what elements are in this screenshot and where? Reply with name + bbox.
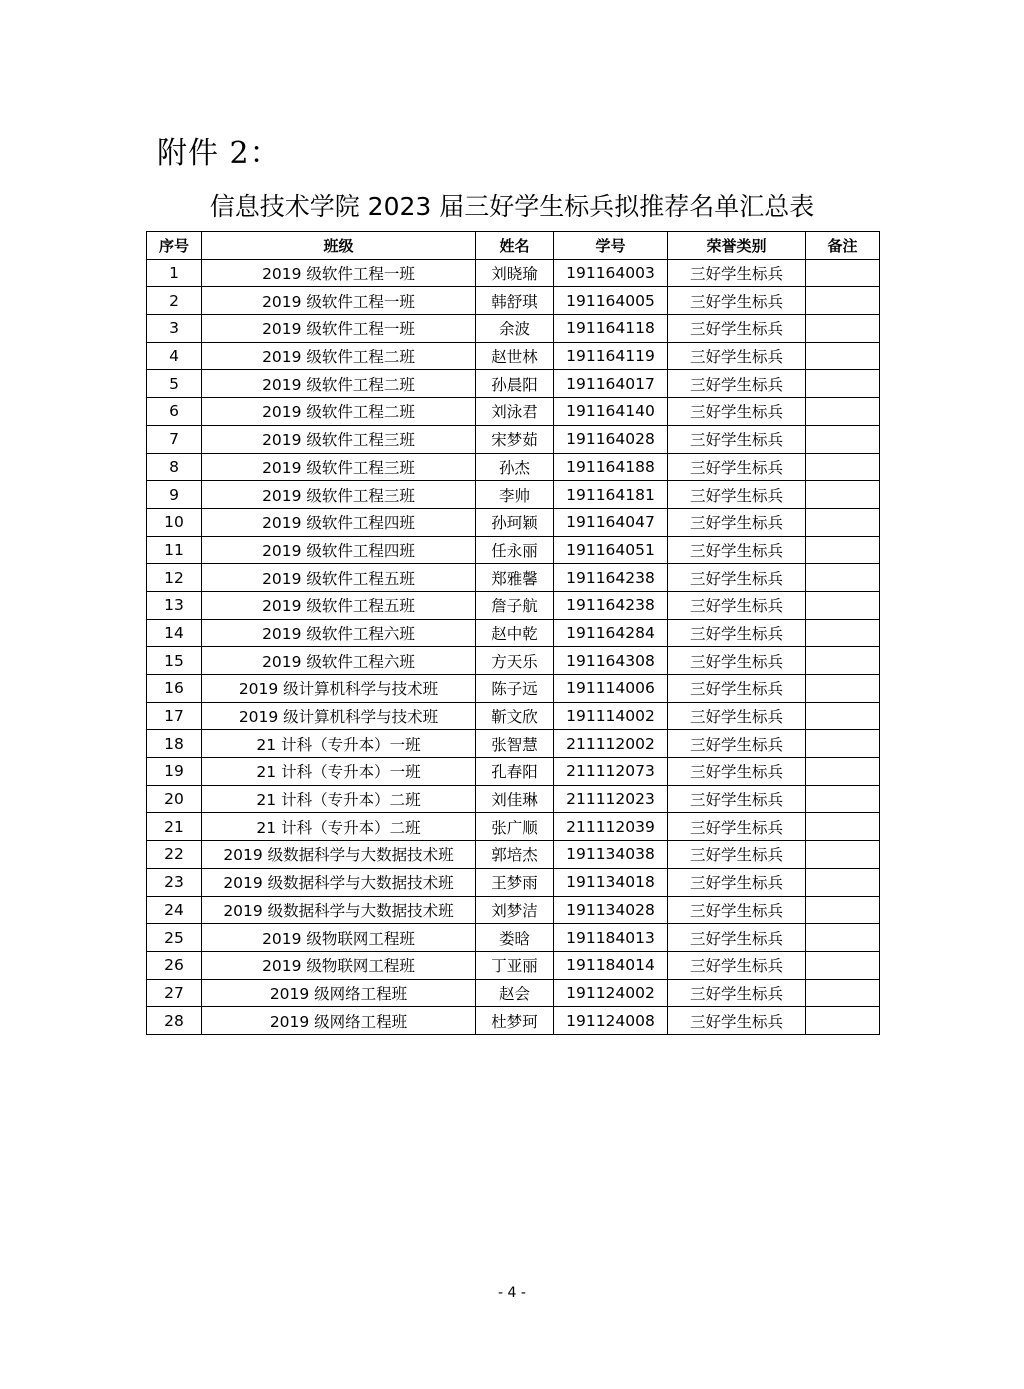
cell-class: 2019 级计算机科学与技术班 <box>202 702 476 730</box>
cell-index: 3 <box>147 315 202 343</box>
table-row <box>147 675 880 703</box>
cell-honor-type: 三好学生标兵 <box>668 425 806 453</box>
cell-student-id: 191164188 <box>554 453 668 481</box>
cell-name: 王梦雨 <box>476 868 554 896</box>
cell-class: 2019 级数据科学与大数据技术班 <box>202 868 476 896</box>
cell-remarks <box>806 675 880 703</box>
cell-class: 2019 级数据科学与大数据技术班 <box>202 896 476 924</box>
table-row <box>147 398 880 426</box>
cell-index: 18 <box>147 730 202 758</box>
cell-remarks <box>806 951 880 979</box>
cell-student-id: 191164238 <box>554 564 668 592</box>
table-body <box>147 259 880 1034</box>
table-row <box>147 259 880 287</box>
cell-honor-type: 三好学生标兵 <box>668 924 806 952</box>
cell-class: 2019 级软件工程三班 <box>202 453 476 481</box>
cell-name: 张广顺 <box>476 813 554 841</box>
table-row <box>147 425 880 453</box>
cell-name: 赵世林 <box>476 342 554 370</box>
cell-name: 任永丽 <box>476 536 554 564</box>
cell-honor-type: 三好学生标兵 <box>668 896 806 924</box>
cell-student-id: 191114002 <box>554 702 668 730</box>
cell-remarks <box>806 785 880 813</box>
cell-name: 张智慧 <box>476 730 554 758</box>
cell-class: 2019 级软件工程三班 <box>202 425 476 453</box>
cell-index: 27 <box>147 979 202 1007</box>
table-row <box>147 979 880 1007</box>
cell-class: 21 计科（专升本）一班 <box>202 758 476 786</box>
cell-class: 2019 级软件工程二班 <box>202 398 476 426</box>
cell-student-id: 211112073 <box>554 758 668 786</box>
cell-class: 2019 级软件工程六班 <box>202 619 476 647</box>
cell-name: 刘泳君 <box>476 398 554 426</box>
cell-index: 19 <box>147 758 202 786</box>
cell-student-id: 191164118 <box>554 315 668 343</box>
cell-name: 方天乐 <box>476 647 554 675</box>
cell-class: 2019 级软件工程五班 <box>202 564 476 592</box>
cell-name: 刘晓瑜 <box>476 259 554 287</box>
cell-student-id: 191124002 <box>554 979 668 1007</box>
cell-index: 4 <box>147 342 202 370</box>
cell-name: 郑雅馨 <box>476 564 554 592</box>
table-row <box>147 924 880 952</box>
cell-name: 李帅 <box>476 481 554 509</box>
cell-name: 孙杰 <box>476 453 554 481</box>
cell-honor-type: 三好学生标兵 <box>668 370 806 398</box>
cell-remarks <box>806 315 880 343</box>
header-name: 姓名 <box>476 232 554 260</box>
cell-class: 2019 级软件工程二班 <box>202 370 476 398</box>
cell-name: 杜梦珂 <box>476 1007 554 1035</box>
cell-index: 26 <box>147 951 202 979</box>
cell-name: 余波 <box>476 315 554 343</box>
table-row <box>147 841 880 869</box>
table-row <box>147 619 880 647</box>
cell-remarks <box>806 619 880 647</box>
table-row <box>147 868 880 896</box>
cell-index: 17 <box>147 702 202 730</box>
cell-index: 15 <box>147 647 202 675</box>
cell-remarks <box>806 979 880 1007</box>
cell-student-id: 191164047 <box>554 508 668 536</box>
table-row <box>147 536 880 564</box>
cell-remarks <box>806 1007 880 1035</box>
cell-student-id: 191164181 <box>554 481 668 509</box>
cell-class: 21 计科（专升本）一班 <box>202 730 476 758</box>
page-number: - 4 - <box>498 1285 526 1301</box>
cell-remarks <box>806 813 880 841</box>
cell-honor-type: 三好学生标兵 <box>668 315 806 343</box>
cell-name: 孙晨阳 <box>476 370 554 398</box>
table-row <box>147 1007 880 1035</box>
cell-index: 5 <box>147 370 202 398</box>
table-row <box>147 785 880 813</box>
cell-class: 21 计科（专升本）二班 <box>202 785 476 813</box>
cell-index: 23 <box>147 868 202 896</box>
header-remarks: 备注 <box>806 232 880 260</box>
cell-index: 22 <box>147 841 202 869</box>
cell-remarks <box>806 591 880 619</box>
cell-remarks <box>806 481 880 509</box>
cell-honor-type: 三好学生标兵 <box>668 481 806 509</box>
cell-honor-type: 三好学生标兵 <box>668 647 806 675</box>
cell-remarks <box>806 647 880 675</box>
cell-student-id: 211112002 <box>554 730 668 758</box>
cell-remarks <box>806 287 880 315</box>
cell-index: 16 <box>147 675 202 703</box>
cell-remarks <box>806 730 880 758</box>
cell-remarks <box>806 841 880 869</box>
recommendation-table <box>146 231 880 1035</box>
table-row <box>147 813 880 841</box>
cell-honor-type: 三好学生标兵 <box>668 398 806 426</box>
cell-honor-type: 三好学生标兵 <box>668 508 806 536</box>
cell-remarks <box>806 259 880 287</box>
cell-index: 2 <box>147 287 202 315</box>
cell-name: 陈子远 <box>476 675 554 703</box>
cell-honor-type: 三好学生标兵 <box>668 453 806 481</box>
cell-index: 21 <box>147 813 202 841</box>
cell-class: 2019 级软件工程二班 <box>202 342 476 370</box>
cell-class: 2019 级软件工程一班 <box>202 287 476 315</box>
table-row <box>147 647 880 675</box>
cell-class: 21 计科（专升本）二班 <box>202 813 476 841</box>
cell-remarks <box>806 425 880 453</box>
cell-remarks <box>806 536 880 564</box>
cell-class: 2019 级物联网工程班 <box>202 924 476 952</box>
cell-class: 2019 级软件工程一班 <box>202 315 476 343</box>
cell-remarks <box>806 924 880 952</box>
cell-student-id: 191134018 <box>554 868 668 896</box>
cell-honor-type: 三好学生标兵 <box>668 564 806 592</box>
cell-student-id: 191164119 <box>554 342 668 370</box>
cell-remarks <box>806 564 880 592</box>
cell-index: 13 <box>147 591 202 619</box>
cell-student-id: 191164005 <box>554 287 668 315</box>
cell-honor-type: 三好学生标兵 <box>668 675 806 703</box>
cell-honor-type: 三好学生标兵 <box>668 536 806 564</box>
cell-index: 12 <box>147 564 202 592</box>
cell-honor-type: 三好学生标兵 <box>668 702 806 730</box>
cell-honor-type: 三好学生标兵 <box>668 1007 806 1035</box>
cell-class: 2019 级软件工程三班 <box>202 481 476 509</box>
table-row <box>147 730 880 758</box>
table-header-row <box>147 232 880 260</box>
cell-honor-type: 三好学生标兵 <box>668 342 806 370</box>
cell-class: 2019 级软件工程一班 <box>202 259 476 287</box>
header-honor-type: 荣誉类别 <box>668 232 806 260</box>
cell-index: 24 <box>147 896 202 924</box>
table-row <box>147 481 880 509</box>
cell-index: 14 <box>147 619 202 647</box>
cell-name: 宋梦茹 <box>476 425 554 453</box>
cell-remarks <box>806 758 880 786</box>
cell-name: 孙珂颖 <box>476 508 554 536</box>
cell-name: 刘梦洁 <box>476 896 554 924</box>
cell-honor-type: 三好学生标兵 <box>668 730 806 758</box>
cell-index: 9 <box>147 481 202 509</box>
cell-student-id: 191164308 <box>554 647 668 675</box>
cell-index: 8 <box>147 453 202 481</box>
cell-name: 丁亚丽 <box>476 951 554 979</box>
cell-name: 刘佳琳 <box>476 785 554 813</box>
cell-honor-type: 三好学生标兵 <box>668 841 806 869</box>
cell-name: 韩舒琪 <box>476 287 554 315</box>
cell-index: 7 <box>147 425 202 453</box>
cell-remarks <box>806 896 880 924</box>
table-row <box>147 342 880 370</box>
cell-honor-type: 三好学生标兵 <box>668 785 806 813</box>
cell-name: 娄晗 <box>476 924 554 952</box>
cell-honor-type: 三好学生标兵 <box>668 979 806 1007</box>
attachment-label: 附件 2： <box>157 136 281 171</box>
cell-remarks <box>806 370 880 398</box>
table-row <box>147 287 880 315</box>
cell-remarks <box>806 868 880 896</box>
table-row <box>147 564 880 592</box>
cell-class: 2019 级软件工程四班 <box>202 508 476 536</box>
cell-honor-type: 三好学生标兵 <box>668 287 806 315</box>
cell-index: 20 <box>147 785 202 813</box>
cell-student-id: 191124008 <box>554 1007 668 1035</box>
table-row <box>147 508 880 536</box>
cell-index: 1 <box>147 259 202 287</box>
cell-student-id: 211112039 <box>554 813 668 841</box>
cell-student-id: 191184013 <box>554 924 668 952</box>
cell-student-id: 191134038 <box>554 841 668 869</box>
cell-student-id: 191164238 <box>554 591 668 619</box>
cell-student-id: 191184014 <box>554 951 668 979</box>
cell-student-id: 191164003 <box>554 259 668 287</box>
table-row <box>147 370 880 398</box>
cell-remarks <box>806 453 880 481</box>
cell-honor-type: 三好学生标兵 <box>668 951 806 979</box>
cell-student-id: 191164028 <box>554 425 668 453</box>
header-student-id: 学号 <box>554 232 668 260</box>
cell-class: 2019 级数据科学与大数据技术班 <box>202 841 476 869</box>
cell-student-id: 191164284 <box>554 619 668 647</box>
cell-student-id: 191164017 <box>554 370 668 398</box>
cell-class: 2019 级物联网工程班 <box>202 951 476 979</box>
cell-name: 郭培杰 <box>476 841 554 869</box>
cell-student-id: 211112023 <box>554 785 668 813</box>
cell-name: 赵中乾 <box>476 619 554 647</box>
table-row <box>147 702 880 730</box>
table-row <box>147 951 880 979</box>
cell-student-id: 191164051 <box>554 536 668 564</box>
cell-class: 2019 级软件工程五班 <box>202 591 476 619</box>
cell-honor-type: 三好学生标兵 <box>668 591 806 619</box>
document-title: 信息技术学院 2023 届三好学生标兵拟推荐名单汇总表 <box>209 192 815 221</box>
cell-honor-type: 三好学生标兵 <box>668 259 806 287</box>
header-class: 班级 <box>202 232 476 260</box>
table-row <box>147 453 880 481</box>
cell-index: 25 <box>147 924 202 952</box>
cell-honor-type: 三好学生标兵 <box>668 868 806 896</box>
cell-name: 孔春阳 <box>476 758 554 786</box>
cell-student-id: 191164140 <box>554 398 668 426</box>
table-row <box>147 896 880 924</box>
cell-index: 11 <box>147 536 202 564</box>
cell-class: 2019 级软件工程四班 <box>202 536 476 564</box>
cell-honor-type: 三好学生标兵 <box>668 813 806 841</box>
table-row <box>147 315 880 343</box>
cell-name: 靳文欣 <box>476 702 554 730</box>
cell-remarks <box>806 398 880 426</box>
table-row <box>147 758 880 786</box>
cell-class: 2019 级软件工程六班 <box>202 647 476 675</box>
cell-student-id: 191114006 <box>554 675 668 703</box>
cell-name: 赵会 <box>476 979 554 1007</box>
cell-name: 詹子航 <box>476 591 554 619</box>
cell-index: 10 <box>147 508 202 536</box>
table-row <box>147 591 880 619</box>
cell-class: 2019 级网络工程班 <box>202 1007 476 1035</box>
cell-remarks <box>806 342 880 370</box>
cell-honor-type: 三好学生标兵 <box>668 758 806 786</box>
cell-index: 28 <box>147 1007 202 1035</box>
cell-remarks <box>806 702 880 730</box>
cell-index: 6 <box>147 398 202 426</box>
header-index: 序号 <box>147 232 202 260</box>
cell-class: 2019 级网络工程班 <box>202 979 476 1007</box>
cell-student-id: 191134028 <box>554 896 668 924</box>
cell-class: 2019 级计算机科学与技术班 <box>202 675 476 703</box>
cell-honor-type: 三好学生标兵 <box>668 619 806 647</box>
cell-remarks <box>806 508 880 536</box>
